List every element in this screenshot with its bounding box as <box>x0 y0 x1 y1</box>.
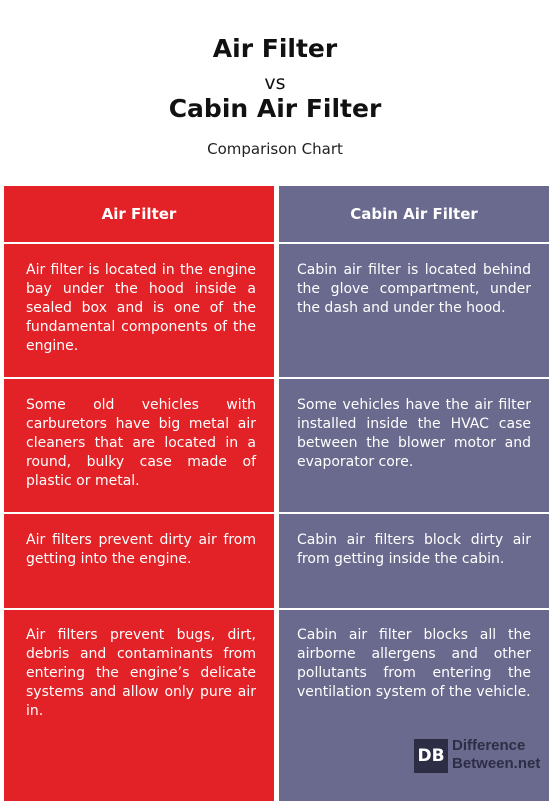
site-logo[interactable] <box>414 737 544 777</box>
divider <box>4 512 274 514</box>
subtitle: Comparison Chart <box>207 140 343 158</box>
divider <box>279 608 549 610</box>
air-filter-row-1: Air filter is located in the engine bay under the hood inside a sealed box and is one of the fundamental components of the engine. <box>26 262 256 354</box>
air-filter-heading: Air Filter <box>101 205 177 223</box>
air-filter-row-3: Air filters prevent dirty air from getting into the engine. <box>26 532 256 567</box>
title-cabin-air-filter: Cabin Air Filter <box>168 94 382 123</box>
cabin-air-filter-heading: Cabin Air Filter <box>350 205 478 223</box>
cabin-air-filter-row-2: Some vehicles have the air filter installed inside the HVAC case between the blower motor and evaporator core. <box>297 397 531 470</box>
cabin-air-filter-row-1: Cabin air filter is located behind the glove compartment, under the dash and under the hood. <box>297 262 531 316</box>
logo-mark: DB <box>414 739 448 773</box>
cabin-air-filter-column <box>279 186 549 801</box>
divider <box>279 242 549 244</box>
vs-label: vs <box>264 72 286 94</box>
title-air-filter: Air Filter <box>212 34 338 63</box>
air-filter-row-2: Some old vehicles with carburetors have big metal air cleaners that are located in a round, bulky case made of plastic or metal. <box>26 397 256 489</box>
logo-line-1: Difference <box>452 737 526 754</box>
logo-text <box>452 737 540 773</box>
divider <box>4 242 274 244</box>
air-filter-row-4: Air filters prevent bugs, dirt, debris and contaminants from entering the engine’s delicate systems and allow only pure air in. <box>26 627 256 719</box>
divider <box>279 512 549 514</box>
divider <box>4 377 274 379</box>
cabin-air-filter-row-3: Cabin air filters block dirty air from getting inside the cabin. <box>297 532 531 567</box>
air-filter-column <box>4 186 274 801</box>
divider <box>4 608 274 610</box>
logo-line-2: Between.net <box>452 755 541 772</box>
divider <box>279 377 549 379</box>
cabin-air-filter-row-4: Cabin air filter blocks all the airborne allergens and other pollutants from entering the ventilation system of the vehicle. <box>297 627 531 700</box>
